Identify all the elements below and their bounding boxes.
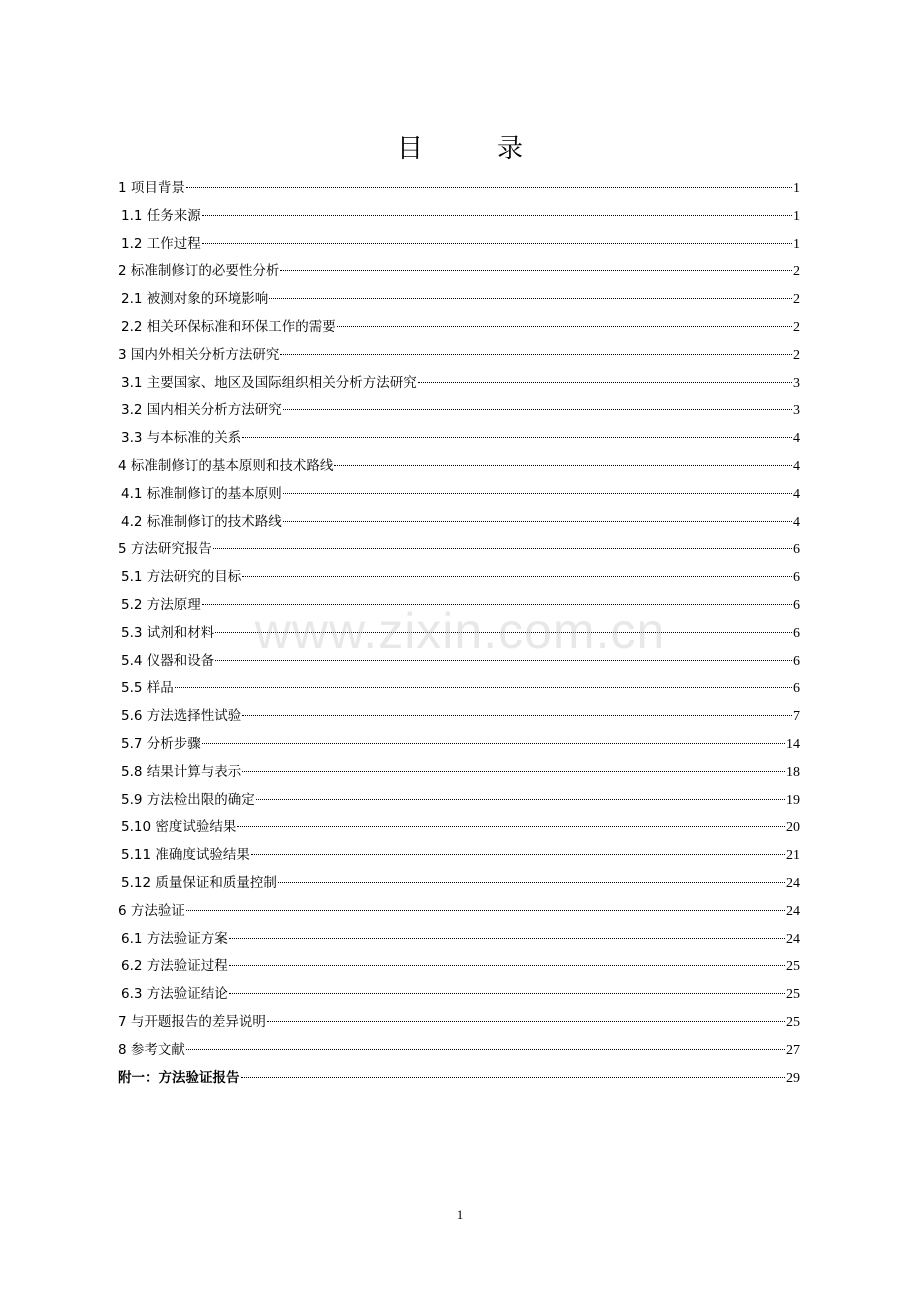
toc-entry-title: 6.2 方法验证过程 — [121, 958, 228, 975]
toc-entry[interactable] — [118, 175, 800, 203]
toc-entry[interactable] — [118, 703, 800, 731]
dot-leader — [213, 548, 792, 549]
toc-entry[interactable] — [118, 592, 800, 620]
dot-leader — [337, 326, 792, 327]
toc-entry-page: 2 — [793, 319, 800, 335]
toc-entry[interactable] — [118, 926, 800, 954]
toc-entry[interactable] — [118, 258, 800, 286]
toc-entry-title: 1.2 工作过程 — [121, 235, 201, 252]
dot-leader — [251, 854, 785, 855]
dot-leader — [242, 437, 792, 438]
toc-entry-title: 2.1 被测对象的环境影响 — [121, 291, 269, 308]
toc-entry-page: 4 — [793, 486, 800, 502]
toc-entry-title: 5.12 质量保证和质量控制 — [121, 874, 277, 891]
toc-entry-title: 5.10 密度试验结果 — [121, 819, 237, 836]
toc-entry[interactable] — [118, 1009, 800, 1037]
toc-entry-page: 3 — [793, 375, 800, 391]
dot-leader — [278, 882, 785, 883]
toc-entry[interactable] — [118, 481, 800, 509]
toc-entry-page: 4 — [793, 514, 800, 530]
toc-entry[interactable] — [118, 675, 800, 703]
toc-entry[interactable] — [118, 814, 800, 842]
dot-leader — [241, 1077, 786, 1078]
toc-entry-page: 24 — [786, 931, 800, 947]
toc-entry[interactable] — [118, 787, 800, 815]
toc-entry-page: 18 — [786, 764, 800, 780]
toc-entry-page: 25 — [786, 959, 800, 975]
toc-entry-page: 24 — [786, 875, 800, 891]
toc-entry-title: 8 参考文献 — [118, 1041, 185, 1058]
toc-entry-page: 1 — [793, 208, 800, 224]
dot-leader — [418, 382, 792, 383]
dot-leader — [269, 298, 792, 299]
toc-entry-title: 5 方法研究报告 — [118, 541, 212, 558]
toc-entry-page: 2 — [793, 264, 800, 280]
toc-entry-page: 19 — [786, 792, 800, 808]
toc-entry[interactable] — [118, 509, 800, 537]
toc-entry-title: 7 与开题报告的差异说明 — [118, 1013, 266, 1030]
toc-entry-page: 6 — [793, 681, 800, 697]
toc-entry-page: 6 — [793, 625, 800, 641]
dot-leader — [215, 632, 792, 633]
toc-entry-title: 6.1 方法验证方案 — [121, 930, 228, 947]
dot-leader — [229, 993, 785, 994]
toc-entry-page: 24 — [786, 903, 800, 919]
toc-entry-title: 6 方法验证 — [118, 902, 185, 919]
dot-leader — [283, 409, 792, 410]
toc-entry[interactable] — [118, 342, 800, 370]
dot-leader — [334, 465, 792, 466]
toc-entry-title: 5.4 仪器和设备 — [121, 652, 215, 669]
dot-leader — [242, 771, 785, 772]
toc-entry-title: 4 标准制修订的基本原则和技术路线 — [118, 457, 334, 474]
toc-entry-title: 4.2 标准制修订的技术路线 — [121, 513, 282, 530]
toc-entry[interactable] — [118, 1065, 800, 1093]
toc-entry-page: 6 — [793, 597, 800, 613]
toc-entry[interactable] — [118, 620, 800, 648]
toc-entry-title: 3.2 国内相关分析方法研究 — [121, 402, 282, 419]
dot-leader — [267, 1021, 785, 1022]
toc-entry-page: 1 — [793, 181, 800, 196]
toc-entry[interactable] — [118, 286, 800, 314]
toc-entry-page: 25 — [786, 1014, 800, 1030]
dot-leader — [202, 215, 792, 216]
toc-entry-title: 3.1 主要国家、地区及国际组织相关分析方法研究 — [121, 374, 417, 391]
toc-entry-page: 20 — [786, 820, 800, 836]
dot-leader — [237, 826, 785, 827]
toc-entry-title: 5.7 分析步骤 — [121, 735, 201, 752]
dot-leader — [256, 799, 785, 800]
dot-leader — [280, 354, 792, 355]
toc-entry-page: 2 — [793, 347, 800, 363]
dot-leader — [242, 576, 792, 577]
toc-entry-title: 附一：方法验证报告 — [118, 1069, 240, 1086]
toc-entry[interactable] — [118, 981, 800, 1009]
watermark: www.zixin.com.cn — [254, 603, 666, 659]
toc-entry-page: 6 — [793, 570, 800, 586]
toc-entry-page: 29 — [786, 1070, 800, 1086]
toc-entry-title: 5.1 方法研究的目标 — [121, 569, 242, 586]
toc-entry-title: 5.11 准确度试验结果 — [121, 847, 250, 864]
toc-entry-page: 6 — [793, 653, 800, 669]
dot-leader — [283, 493, 792, 494]
toc-entry-title: 5.9 方法检出限的确定 — [121, 791, 255, 808]
toc-entry-title: 3 国内外相关分析方法研究 — [118, 346, 280, 363]
dot-leader — [175, 687, 792, 688]
dot-leader — [283, 521, 792, 522]
toc-entry[interactable] — [118, 648, 800, 676]
toc-entry[interactable] — [118, 425, 800, 453]
toc-entry-title: 5.5 样品 — [121, 680, 174, 697]
dot-leader — [202, 604, 792, 605]
toc-entry[interactable] — [118, 370, 800, 398]
toc-entry-title: 5.2 方法原理 — [121, 596, 201, 613]
toc-entry-page: 4 — [793, 431, 800, 447]
dot-leader — [186, 1049, 785, 1050]
toc-entry-page: 21 — [786, 848, 800, 864]
toc-entry-page: 6 — [793, 542, 800, 558]
toc-entry[interactable] — [118, 314, 800, 342]
toc-entry-page: 4 — [793, 458, 800, 474]
dot-leader — [186, 187, 792, 188]
dot-leader — [202, 243, 792, 244]
toc-entry-title: 3.3 与本标准的关系 — [121, 430, 242, 447]
toc-entry[interactable] — [118, 203, 800, 231]
page-number: 1 — [456, 1207, 464, 1222]
dot-leader — [186, 910, 785, 911]
toc-entry-title: 5.3 试剂和材料 — [121, 624, 215, 641]
table-of-contents — [118, 175, 800, 1092]
toc-entry-title: 2.2 相关环保标准和环保工作的需要 — [121, 318, 336, 335]
dot-leader — [242, 715, 792, 716]
toc-entry-page: 3 — [793, 403, 800, 419]
toc-entry[interactable] — [118, 453, 800, 481]
toc-entry[interactable] — [118, 564, 800, 592]
toc-entry-page: 1 — [793, 236, 800, 252]
toc-entry-page: 27 — [786, 1042, 800, 1058]
toc-entry[interactable] — [118, 536, 800, 564]
dot-leader — [229, 965, 785, 966]
toc-entry[interactable] — [118, 1037, 800, 1065]
toc-entry[interactable] — [118, 953, 800, 981]
page-title: 目 录 — [396, 134, 547, 164]
toc-entry[interactable] — [118, 759, 800, 787]
toc-entry[interactable] — [118, 870, 800, 898]
toc-entry-title: 1 项目背景 — [118, 180, 185, 196]
toc-entry[interactable] — [118, 731, 800, 759]
dot-leader — [280, 270, 792, 271]
toc-entry[interactable] — [118, 231, 800, 259]
toc-entry-title: 1.1 任务来源 — [121, 207, 201, 224]
toc-entry[interactable] — [118, 397, 800, 425]
toc-entry-page: 14 — [786, 736, 800, 752]
toc-entry[interactable] — [118, 842, 800, 870]
toc-entry-title: 4.1 标准制修订的基本原则 — [121, 485, 282, 502]
toc-entry-title: 5.8 结果计算与表示 — [121, 763, 242, 780]
dot-leader — [229, 938, 785, 939]
toc-entry-page: 25 — [786, 987, 800, 1003]
toc-entry-title: 5.6 方法选择性试验 — [121, 708, 242, 725]
dot-leader — [215, 660, 792, 661]
toc-entry-page: 7 — [793, 709, 800, 725]
toc-entry[interactable] — [118, 898, 800, 926]
toc-entry-title: 6.3 方法验证结论 — [121, 986, 228, 1003]
dot-leader — [202, 743, 785, 744]
toc-entry-page: 2 — [793, 292, 800, 308]
toc-entry-title: 2 标准制修订的必要性分析 — [118, 263, 280, 280]
